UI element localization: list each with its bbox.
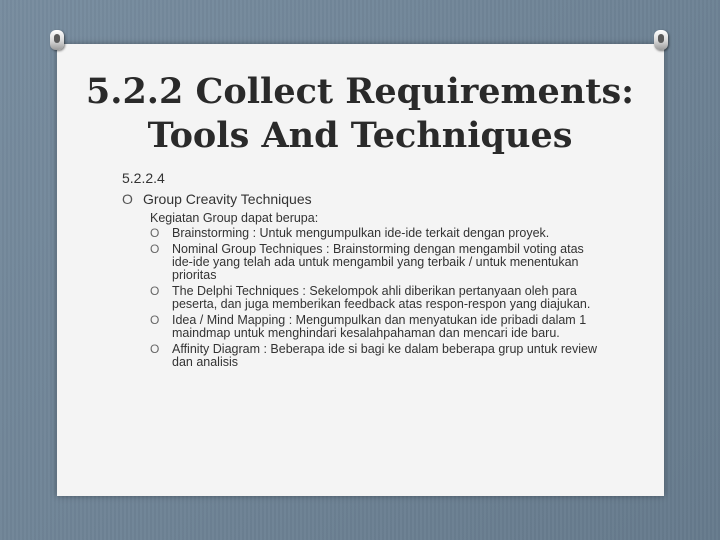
section-number: 5.2.2.4 — [122, 170, 165, 186]
bullet-icon: O — [150, 313, 160, 327]
list-item — [150, 343, 602, 372]
bullet-icon: O — [150, 342, 160, 356]
list-item-text: The Delphi Techniques : Sekelompok ahli diberikan pertanyaan oleh para peserta, dan juga memberikan feedback atas respon-respon yang diajukan. — [172, 284, 591, 311]
bullet-icon: O — [122, 191, 133, 207]
bullet-icon: O — [150, 284, 160, 298]
slide-title — [0, 70, 720, 158]
list-item — [150, 227, 602, 243]
pin-icon — [654, 30, 668, 50]
list-item-text: Idea / Mind Mapping : Mengumpulkan dan menyatukan ide pribadi dalam 1 maindmap untuk menghindari kesalahpahaman dan mencari ide baru. — [172, 313, 587, 340]
title-line-1: 5.2.2 Collect Requirements: — [85, 71, 635, 112]
technique-list — [150, 227, 602, 372]
intro-text: Kegiatan Group dapat berupa: — [150, 211, 319, 225]
heading-row — [122, 190, 602, 208]
list-item — [150, 285, 602, 314]
list-item — [150, 243, 602, 285]
pin-icon — [50, 30, 64, 50]
list-item-text: Affinity Diagram : Beberapa ide si bagi ke dalam beberapa grup untuk review dan analisis — [172, 342, 598, 369]
list-item-text: Brainstorming : Untuk mengumpulkan ide-ide terkait dengan proyek. — [172, 226, 550, 240]
slide-body — [122, 169, 602, 372]
list-item — [150, 314, 602, 343]
bullet-icon: O — [150, 226, 160, 240]
bullet-icon: O — [150, 242, 160, 256]
title-line-2: Tools And Techniques — [147, 115, 573, 156]
list-item-text: Nominal Group Techniques : Brainstorming dengan mengambil voting atas ide-ide yang telah ada untuk mengambil yang terbaik / untuk menentukan prioritas — [172, 242, 584, 282]
section-heading: Group Creavity Techniques — [143, 191, 312, 207]
